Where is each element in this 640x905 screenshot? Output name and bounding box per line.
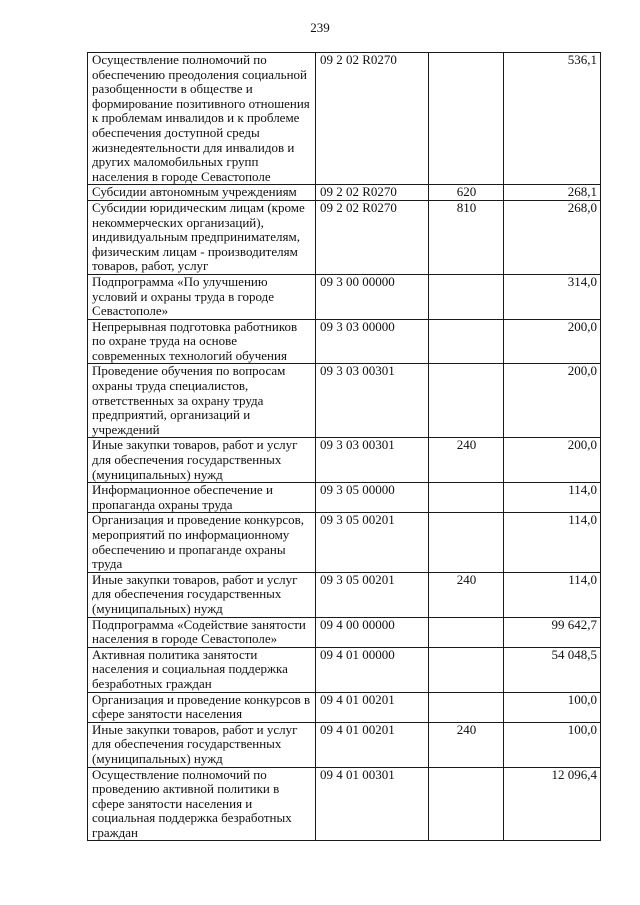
row-name: Подпрограмма «Содействие занятости населения в городе Севастополе» [88, 617, 316, 647]
row-code: 09 3 05 00201 [316, 513, 429, 572]
row-name: Иные закупки товаров, работ и услуг для обеспечения государственных (муниципальных) нужд [88, 438, 316, 483]
row-amount: 536,1 [504, 53, 601, 185]
row-name: Иные закупки товаров, работ и услуг для обеспечения государственных (муниципальных) нужд [88, 572, 316, 617]
row-type [429, 767, 504, 841]
row-amount: 268,0 [504, 200, 601, 274]
table-row [88, 692, 601, 722]
row-type [429, 647, 504, 692]
row-code: 09 4 01 00000 [316, 647, 429, 692]
row-code: 09 4 01 00201 [316, 722, 429, 767]
row-name: Непрерывная подготовка работников по охране труда на основе современных технологий обучения [88, 319, 316, 364]
row-amount: 100,0 [504, 722, 601, 767]
row-amount: 200,0 [504, 438, 601, 483]
row-type [429, 274, 504, 319]
row-name: Осуществление полномочий по проведению активной политики в сфере занятости населения и социальная поддержка безработных граждан [88, 767, 316, 841]
row-name: Осуществление полномочий по обеспечению преодоления социальной разобщенности в обществе и формирование позитивного отношения к проблемам инвалидов и к проблеме обеспечения доступной среды жизнедеятельности для инвалидов и других маломобильных групп населения в городе Севастополе [88, 53, 316, 185]
table-row [88, 438, 601, 483]
row-name: Активная политика занятости населения и социальная поддержка безработных граждан [88, 647, 316, 692]
row-type [429, 364, 504, 438]
row-code: 09 4 01 00201 [316, 692, 429, 722]
row-type: 810 [429, 200, 504, 274]
row-code: 09 3 05 00000 [316, 483, 429, 513]
row-name: Подпрограмма «По улучшению условий и охраны труда в городе Севастополе» [88, 274, 316, 319]
row-type [429, 319, 504, 364]
table-row [88, 722, 601, 767]
row-type: 620 [429, 185, 504, 201]
row-amount: 12 096,4 [504, 767, 601, 841]
row-amount: 114,0 [504, 483, 601, 513]
table-row [88, 53, 601, 185]
row-amount: 200,0 [504, 319, 601, 364]
row-type [429, 513, 504, 572]
row-code: 09 4 00 00000 [316, 617, 429, 647]
table-row [88, 647, 601, 692]
table-row [88, 513, 601, 572]
row-amount: 268,1 [504, 185, 601, 201]
row-type [429, 483, 504, 513]
row-type [429, 617, 504, 647]
table-row [88, 364, 601, 438]
row-type [429, 53, 504, 185]
row-code: 09 4 01 00301 [316, 767, 429, 841]
row-code: 09 3 03 00000 [316, 319, 429, 364]
table-row [88, 617, 601, 647]
row-code: 09 2 02 R0270 [316, 185, 429, 201]
table-row [88, 274, 601, 319]
row-amount: 114,0 [504, 572, 601, 617]
table-row [88, 319, 601, 364]
row-name: Информационное обеспечение и пропаганда охраны труда [88, 483, 316, 513]
table-row [88, 200, 601, 274]
row-type [429, 692, 504, 722]
row-type: 240 [429, 722, 504, 767]
page-number: 239 [310, 20, 330, 35]
row-code: 09 3 03 00301 [316, 438, 429, 483]
row-name: Проведение обучения по вопросам охраны труда специалистов, ответственных за охрану труда предприятий, организаций и учреждений [88, 364, 316, 438]
table-row [88, 572, 601, 617]
row-name: Организация и проведение конкурсов, мероприятий по информационному обеспечению и пропаганде охраны труда [88, 513, 316, 572]
row-code: 09 3 03 00301 [316, 364, 429, 438]
row-amount: 54 048,5 [504, 647, 601, 692]
row-name: Субсидии юридическим лицам (кроме некоммерческих организаций), индивидуальным предпринимателям, физическим лицам - производителям товаров, работ, услуг [88, 200, 316, 274]
table-row [88, 185, 601, 201]
row-amount: 200,0 [504, 364, 601, 438]
row-code: 09 3 00 00000 [316, 274, 429, 319]
row-amount: 114,0 [504, 513, 601, 572]
row-code: 09 2 02 R0270 [316, 200, 429, 274]
row-name: Организация и проведение конкурсов в сфере занятости населения [88, 692, 316, 722]
row-code: 09 3 05 00201 [316, 572, 429, 617]
row-amount: 100,0 [504, 692, 601, 722]
table-row [88, 483, 601, 513]
budget-table [87, 52, 601, 841]
row-name: Иные закупки товаров, работ и услуг для обеспечения государственных (муниципальных) нужд [88, 722, 316, 767]
row-amount: 314,0 [504, 274, 601, 319]
row-code: 09 2 02 R0270 [316, 53, 429, 185]
table-row [88, 767, 601, 841]
row-name: Субсидии автономным учреждениям [88, 185, 316, 201]
row-type: 240 [429, 572, 504, 617]
row-type: 240 [429, 438, 504, 483]
row-amount: 99 642,7 [504, 617, 601, 647]
